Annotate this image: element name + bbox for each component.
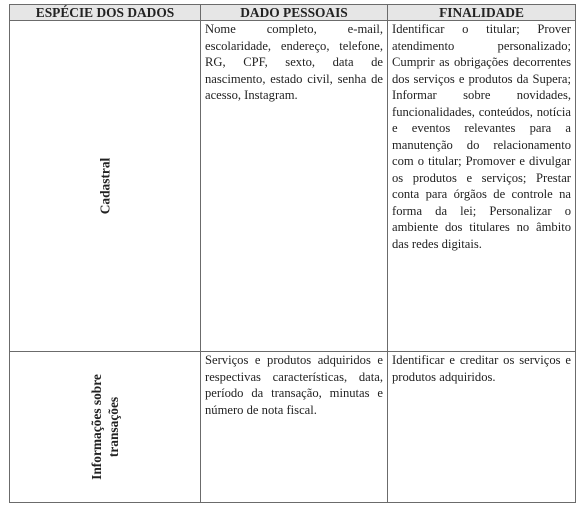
dados-cell: Nome completo, e-mail, escolaridade, endereço, telefone, RG, CPF, sexto, data de nascimento, estado civil, senha de acesso, Instagram. [201, 21, 388, 352]
finalidade-cell: Identificar e creditar os serviços e produtos adquiridos. [388, 352, 576, 503]
table-header-row [10, 5, 576, 21]
header-finalidade: FINALIDADE [388, 5, 576, 21]
header-especie: ESPÉCIE DOS DADOS [10, 5, 201, 21]
table-row [10, 352, 576, 503]
category-label-line2: transações [106, 396, 121, 458]
category-label [88, 374, 122, 480]
personal-data-table [9, 4, 576, 503]
category-label-line1: Cadastral [97, 157, 113, 215]
category-cell [10, 352, 201, 503]
header-dado-pessoais: DADO PESSOAIS [201, 5, 388, 21]
table-row [10, 21, 576, 352]
finalidade-cell: Identificar o titular; Prover atendimento personalizado; Cumprir as obrigações decorrentes dos serviços e produtos da Supera; Informar sobre novidades, funcionalidades, conteúdos, notícia e eventos relevantes para a manutenção do relacionamento com o titular; Promover e divulgar os produtos e serviços; Prestar conta para órgãos de controle na forma da lei; Personalizar o ambiente dos titulares no âmbito das redes digitais. [388, 21, 576, 352]
category-label [97, 158, 114, 215]
category-cell [10, 21, 201, 352]
category-label-line1: Informações sobre [89, 374, 104, 480]
dados-cell: Serviços e produtos adquiridos e respectivas características, data, período da transação, minutas e número de nota fiscal. [201, 352, 388, 503]
